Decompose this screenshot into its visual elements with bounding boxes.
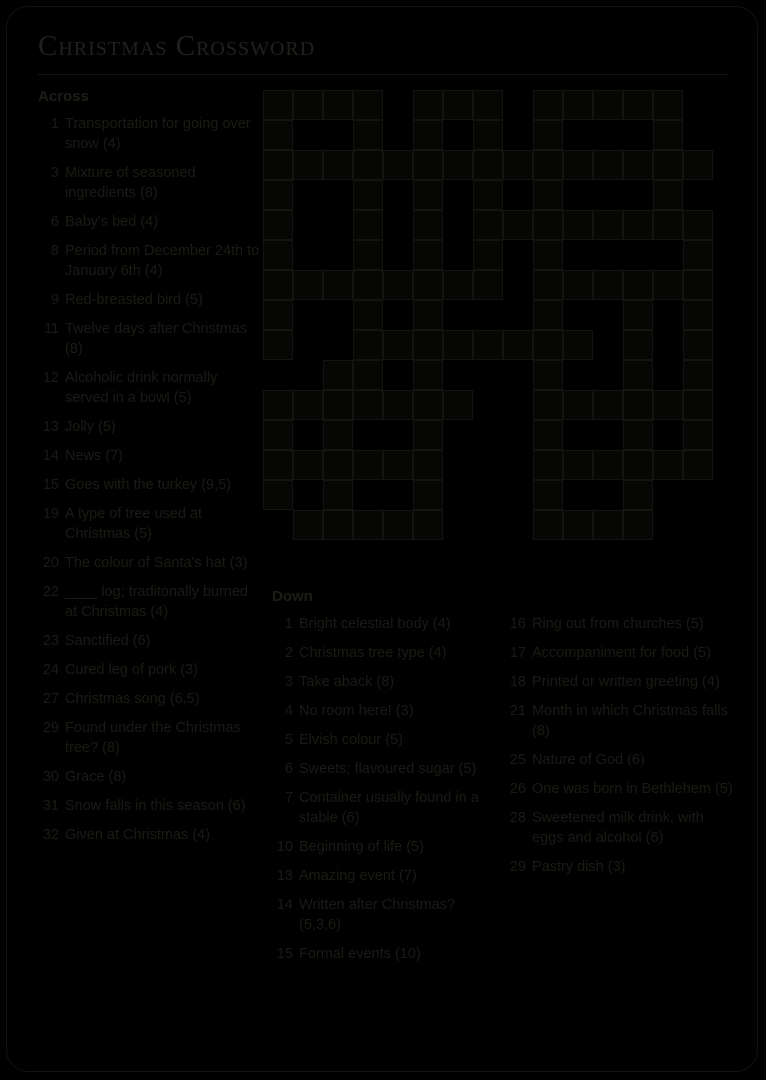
grid-cell[interactable] — [623, 420, 653, 450]
grid-cell[interactable] — [533, 330, 563, 360]
clue-item[interactable] — [505, 808, 733, 848]
grid-cell[interactable] — [623, 450, 653, 480]
clue-text: ____ log; traditonally burned at Christmas (4) — [65, 584, 248, 620]
grid-cell[interactable] — [263, 240, 293, 270]
grid-cell[interactable] — [383, 270, 413, 300]
grid-cell[interactable] — [413, 210, 443, 240]
clue-text: Pastry dish (3) — [532, 859, 626, 875]
grid-cell[interactable] — [293, 150, 323, 180]
clue-item[interactable] — [38, 582, 260, 622]
grid-cell[interactable] — [413, 240, 443, 270]
down-clue-list-1 — [272, 614, 494, 964]
down-clue-list-2 — [505, 614, 733, 877]
grid-cell[interactable] — [353, 360, 383, 390]
clue-number: 24 — [42, 662, 59, 678]
grid-cell[interactable] — [563, 510, 593, 540]
clue-number: 16 — [509, 616, 526, 632]
grid-cell[interactable] — [323, 270, 353, 300]
grid-cell[interactable] — [683, 240, 713, 270]
grid-cell[interactable] — [413, 450, 443, 480]
grid-cell[interactable] — [563, 390, 593, 420]
grid-cell[interactable] — [623, 210, 653, 240]
grid-cell[interactable] — [263, 180, 293, 210]
grid-cell[interactable] — [413, 180, 443, 210]
clue-text: Nature of God (6) — [532, 752, 645, 768]
grid-cell[interactable] — [413, 150, 443, 180]
clue-number: 18 — [509, 674, 526, 690]
grid-cell[interactable] — [533, 210, 563, 240]
clue-item[interactable] — [505, 643, 733, 663]
grid-cell[interactable] — [593, 390, 623, 420]
clue-text: Goes with the turkey (9,5) — [65, 477, 232, 493]
clue-number: 6 — [50, 214, 59, 230]
clue-number: 20 — [42, 555, 59, 571]
grid-cell[interactable] — [533, 420, 563, 450]
grid-cell[interactable] — [593, 210, 623, 240]
clue-item[interactable] — [38, 241, 260, 281]
grid-cell[interactable] — [353, 450, 383, 480]
clue-number: 31 — [42, 798, 59, 814]
grid-cell[interactable] — [353, 90, 383, 120]
grid-cell[interactable] — [533, 360, 563, 390]
grid-cell[interactable] — [443, 390, 473, 420]
grid-cell[interactable] — [593, 90, 623, 120]
clue-text: A type of tree used at Christmas (5) — [65, 506, 203, 542]
clue-item[interactable] — [272, 614, 494, 634]
clue-number: 6 — [284, 761, 293, 777]
grid-cell[interactable] — [623, 330, 653, 360]
clue-text: Container usually found in a stable (6) — [299, 790, 479, 826]
grid-cell[interactable] — [263, 120, 293, 150]
grid-cell[interactable] — [683, 150, 713, 180]
clue-number: 26 — [509, 781, 526, 797]
clue-item[interactable] — [38, 631, 260, 651]
clue-text: Red-breasted bird (5) — [65, 292, 203, 308]
clue-number: 1 — [50, 116, 59, 132]
clue-item[interactable] — [38, 475, 260, 495]
grid-cell[interactable] — [353, 150, 383, 180]
clue-number: 1 — [284, 616, 293, 632]
clue-text: Amazing event (7) — [299, 868, 417, 884]
clue-item[interactable] — [272, 837, 494, 857]
grid-cell[interactable] — [623, 510, 653, 540]
grid-cell[interactable] — [263, 270, 293, 300]
clue-number: 23 — [42, 633, 59, 649]
clue-item[interactable] — [505, 857, 733, 877]
clue-item[interactable] — [38, 825, 260, 845]
grid-cell[interactable] — [533, 180, 563, 210]
grid-cell[interactable] — [653, 150, 683, 180]
clue-item[interactable] — [38, 660, 260, 680]
clue-text: Cured leg of pork (3) — [65, 662, 198, 678]
clue-item[interactable] — [38, 368, 260, 408]
clue-text: No room here! (3) — [299, 703, 414, 719]
grid-cell[interactable] — [413, 420, 443, 450]
clue-text: Found under the Christmas tree? (8) — [65, 720, 241, 756]
clue-text: Given at Christmas (4) — [65, 827, 211, 843]
grid-cell[interactable] — [293, 390, 323, 420]
grid-cell[interactable] — [623, 90, 653, 120]
clue-text: Accompaniment for food (5) — [532, 645, 711, 661]
clue-number: 29 — [42, 720, 59, 736]
grid-cell[interactable] — [413, 270, 443, 300]
clue-number: 5 — [284, 732, 293, 748]
grid-cell[interactable] — [413, 90, 443, 120]
clue-text: Beginning of life (5) — [299, 839, 424, 855]
grid-cell[interactable] — [323, 390, 353, 420]
grid-cell[interactable] — [503, 330, 533, 360]
clue-number: 13 — [42, 419, 59, 435]
grid-cell[interactable] — [653, 180, 683, 210]
grid-cell[interactable] — [653, 270, 683, 300]
clue-item[interactable] — [272, 643, 494, 663]
clue-text: Twelve days after Christmas (8) — [65, 321, 248, 357]
grid-cell[interactable] — [263, 390, 293, 420]
clue-number: 32 — [42, 827, 59, 843]
grid-cell[interactable] — [503, 150, 533, 180]
grid-cell[interactable] — [533, 300, 563, 330]
grid-cell[interactable] — [473, 240, 503, 270]
clue-number: 11 — [43, 321, 59, 337]
clue-number: 29 — [509, 859, 526, 875]
grid-cell[interactable] — [353, 510, 383, 540]
clue-text: Alcoholic drink normally served in a bowl (5) — [65, 370, 218, 406]
clue-number: 15 — [42, 477, 59, 493]
clue-text: Grace (8) — [65, 769, 127, 785]
clue-item[interactable] — [38, 446, 260, 466]
clue-number: 17 — [509, 645, 526, 661]
clue-item[interactable] — [505, 672, 733, 692]
grid-cell[interactable] — [563, 90, 593, 120]
clue-number: 9 — [50, 292, 59, 308]
clue-text: Snow falls in this season (6) — [65, 798, 246, 814]
down-clues-column-1 — [272, 588, 494, 973]
grid-cell[interactable] — [593, 450, 623, 480]
grid-cell[interactable] — [533, 390, 563, 420]
clue-number: 3 — [50, 165, 59, 181]
clue-item[interactable] — [272, 672, 494, 692]
grid-cell[interactable] — [353, 330, 383, 360]
grid-cell[interactable] — [353, 240, 383, 270]
grid-cell[interactable] — [533, 510, 563, 540]
grid-cell[interactable] — [353, 390, 383, 420]
grid-cell[interactable] — [683, 300, 713, 330]
clue-number: 12 — [42, 370, 59, 386]
grid-cell[interactable] — [293, 90, 323, 120]
clue-text: Ring out from churches (5) — [532, 616, 704, 632]
clue-item[interactable] — [272, 866, 494, 886]
grid-cell[interactable] — [623, 390, 653, 420]
grid-cell[interactable] — [413, 330, 443, 360]
grid-cell[interactable] — [293, 510, 323, 540]
grid-cell[interactable] — [473, 90, 503, 120]
grid-cell[interactable] — [623, 480, 653, 510]
clue-item[interactable] — [505, 779, 733, 799]
grid-cell[interactable] — [623, 300, 653, 330]
down-clues-column-2 — [505, 588, 733, 886]
clue-text: Formal events (10) — [299, 946, 421, 962]
clue-text: The colour of Santa's hat (3) — [65, 555, 248, 571]
grid-cell[interactable] — [383, 330, 413, 360]
clue-item[interactable] — [272, 730, 494, 750]
clue-item[interactable] — [38, 114, 260, 154]
grid-cell[interactable] — [533, 120, 563, 150]
grid-cell[interactable] — [533, 150, 563, 180]
grid-cell[interactable] — [563, 450, 593, 480]
clue-text: One was born in Bethlehem (5) — [532, 781, 733, 797]
clue-item[interactable] — [272, 701, 494, 721]
grid-cell[interactable] — [593, 150, 623, 180]
grid-cell[interactable] — [563, 150, 593, 180]
grid-cell[interactable] — [473, 150, 503, 180]
grid-cell[interactable] — [293, 270, 323, 300]
grid-cell[interactable] — [473, 330, 503, 360]
clue-text: Period from December 24th to January 6th (4) — [65, 243, 260, 279]
grid-cell[interactable] — [293, 450, 323, 480]
clue-item[interactable] — [38, 796, 260, 816]
grid-cell[interactable] — [323, 480, 353, 510]
grid-cell[interactable] — [623, 150, 653, 180]
clue-item[interactable] — [272, 895, 494, 935]
grid-cell[interactable] — [653, 120, 683, 150]
grid-cell[interactable] — [323, 420, 353, 450]
grid-cell[interactable] — [263, 330, 293, 360]
page-title: Christmas Crossword — [38, 30, 316, 62]
clue-number: 28 — [509, 810, 526, 826]
clue-number: 19 — [42, 506, 59, 522]
title-divider — [38, 74, 728, 75]
clue-text: Written after Christmas? (5,3,6) — [299, 897, 456, 933]
clue-item[interactable] — [38, 212, 260, 232]
clue-number: 4 — [284, 703, 293, 719]
grid-cell[interactable] — [383, 510, 413, 540]
grid-cell[interactable] — [263, 480, 293, 510]
clue-text: Take aback (8) — [299, 674, 395, 690]
grid-cell[interactable] — [473, 210, 503, 240]
grid-cell[interactable] — [503, 210, 533, 240]
clue-number: 10 — [276, 839, 293, 855]
clue-text: Jolly (5) — [65, 419, 116, 435]
grid-cell[interactable] — [683, 360, 713, 390]
grid-cell[interactable] — [683, 390, 713, 420]
grid-cell[interactable] — [533, 90, 563, 120]
clue-text: Sanctified (6) — [65, 633, 151, 649]
clue-item[interactable] — [38, 718, 260, 758]
clue-item[interactable] — [38, 163, 260, 203]
clue-number: 30 — [42, 769, 59, 785]
grid-cell[interactable] — [413, 390, 443, 420]
grid-cell[interactable] — [383, 450, 413, 480]
grid-cell[interactable] — [683, 420, 713, 450]
clue-item[interactable] — [272, 788, 494, 828]
clue-text: News (7) — [65, 448, 124, 464]
clue-item[interactable] — [505, 701, 733, 741]
clue-item[interactable] — [272, 944, 494, 964]
clue-number: 27 — [42, 691, 59, 707]
grid-cell[interactable] — [683, 210, 713, 240]
clue-text: Month in which Christmas falls (8) — [532, 703, 728, 739]
clue-item[interactable] — [38, 319, 260, 359]
grid-cell[interactable] — [533, 240, 563, 270]
grid-cell[interactable] — [683, 270, 713, 300]
clue-number: 21 — [509, 703, 526, 719]
grid-cell[interactable] — [653, 90, 683, 120]
grid-cell[interactable] — [593, 270, 623, 300]
down-heading-spacer — [505, 588, 733, 605]
grid-cell[interactable] — [383, 390, 413, 420]
grid-cell[interactable] — [413, 480, 443, 510]
grid-cell[interactable] — [323, 150, 353, 180]
clue-number: 7 — [284, 790, 293, 806]
clue-number: 14 — [42, 448, 59, 464]
grid-cell[interactable] — [353, 180, 383, 210]
clue-item[interactable] — [505, 614, 733, 634]
clue-text: Sweetened milk drink, with eggs and alcohol (6) — [532, 810, 704, 846]
grid-cell[interactable] — [353, 300, 383, 330]
grid-cell[interactable] — [443, 90, 473, 120]
grid-cell[interactable] — [623, 270, 653, 300]
clue-item[interactable] — [272, 759, 494, 779]
grid-cell[interactable] — [263, 300, 293, 330]
down-heading: Down — [272, 588, 313, 605]
clue-number: 3 — [284, 674, 293, 690]
grid-cell[interactable] — [263, 210, 293, 240]
grid-cell[interactable] — [563, 210, 593, 240]
grid-cell[interactable] — [323, 360, 353, 390]
grid-cell[interactable] — [653, 210, 683, 240]
clue-item[interactable] — [38, 767, 260, 787]
clue-text: Mixture of seasoned ingredients (8) — [65, 165, 196, 201]
clue-number: 13 — [276, 868, 293, 884]
grid-cell[interactable] — [443, 330, 473, 360]
clue-item[interactable] — [38, 417, 260, 437]
clue-number: 25 — [509, 752, 526, 768]
grid-cell[interactable] — [353, 120, 383, 150]
grid-cell[interactable] — [323, 450, 353, 480]
grid-cell[interactable] — [263, 150, 293, 180]
clue-number: 2 — [284, 645, 293, 661]
grid-cell[interactable] — [263, 450, 293, 480]
clue-item[interactable] — [38, 290, 260, 310]
grid-cell[interactable] — [413, 300, 443, 330]
grid-cell[interactable] — [683, 330, 713, 360]
grid-cell[interactable] — [653, 450, 683, 480]
grid-cell[interactable] — [413, 510, 443, 540]
grid-cell[interactable] — [533, 450, 563, 480]
across-clue-list — [38, 114, 260, 845]
across-heading: Across — [38, 88, 89, 105]
clue-item[interactable] — [38, 553, 260, 573]
crossword-grid[interactable] — [263, 90, 728, 555]
across-clues-column — [38, 88, 260, 854]
clue-item[interactable] — [38, 689, 260, 709]
grid-cell[interactable] — [413, 120, 443, 150]
grid-cell[interactable] — [593, 510, 623, 540]
grid-cell[interactable] — [533, 270, 563, 300]
clue-item[interactable] — [505, 750, 733, 770]
clue-text: Christmas tree type (4) — [299, 645, 447, 661]
grid-cell[interactable] — [443, 270, 473, 300]
grid-cell[interactable] — [533, 480, 563, 510]
grid-cell[interactable] — [563, 270, 593, 300]
grid-cell[interactable] — [623, 360, 653, 390]
clue-text: Transportation for going over snow (4) — [65, 116, 251, 152]
grid-cell[interactable] — [263, 90, 293, 120]
grid-cell[interactable] — [443, 150, 473, 180]
clue-text: Bright celestial body (4) — [299, 616, 451, 632]
clue-text: Baby's bed (4) — [65, 214, 159, 230]
grid-cell[interactable] — [353, 270, 383, 300]
clue-item[interactable] — [38, 504, 260, 544]
grid-cell[interactable] — [413, 360, 443, 390]
grid-cell[interactable] — [383, 150, 413, 180]
grid-cell[interactable] — [653, 390, 683, 420]
clue-number: 8 — [50, 243, 59, 259]
grid-cell[interactable] — [473, 120, 503, 150]
clue-text: Printed or written greeting (4) — [532, 674, 720, 690]
grid-cell[interactable] — [473, 270, 503, 300]
grid-cell[interactable] — [263, 420, 293, 450]
clue-text: Sweets; flavoured sugar (5) — [299, 761, 477, 777]
grid-cell[interactable] — [353, 210, 383, 240]
clue-number: 22 — [42, 584, 59, 600]
clue-text: Christmas song (6,5) — [65, 691, 200, 707]
grid-cell[interactable] — [323, 510, 353, 540]
clue-number: 14 — [276, 897, 293, 913]
grid-cell[interactable] — [473, 180, 503, 210]
clue-text: Elvish colour (5) — [299, 732, 403, 748]
grid-cell[interactable] — [683, 450, 713, 480]
grid-cell[interactable] — [563, 330, 593, 360]
clue-number: 15 — [276, 946, 293, 962]
grid-cell[interactable] — [323, 90, 353, 120]
